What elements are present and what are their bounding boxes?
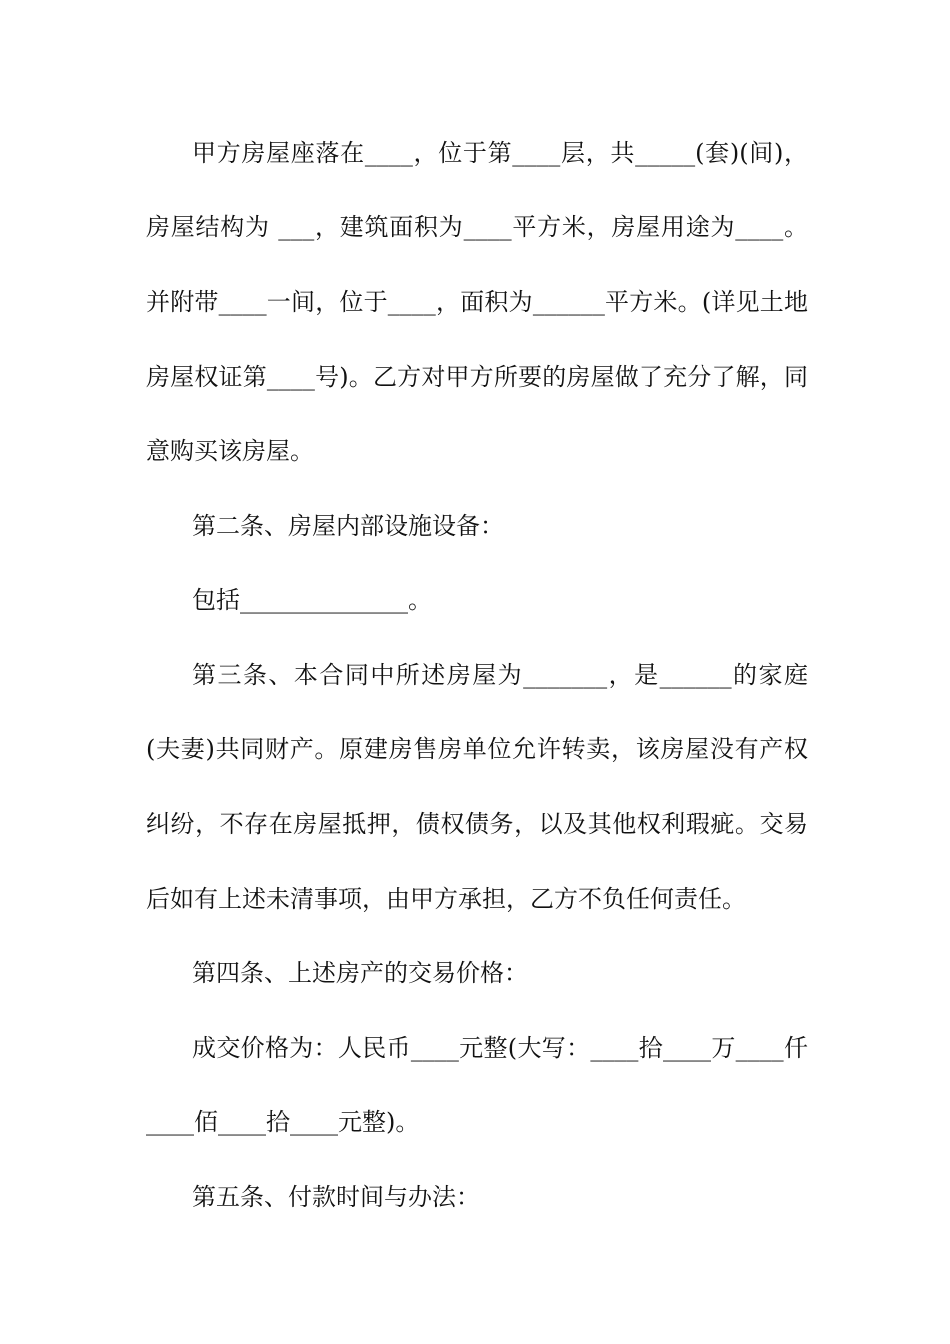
text-line: 纠纷，不存在房屋抵押，债权债务，以及其他权利瑕疵。交易 — [146, 810, 808, 838]
text-line: 意购买该房屋。 — [146, 437, 314, 465]
text-line: 包括______________。 — [192, 586, 432, 614]
text-line: 房屋结构为 ___，建筑面积为____平方米，房屋用途为____。 — [146, 213, 808, 241]
section-heading: 第三条、本合同中所述房屋为_______，是______的家庭 — [192, 661, 808, 689]
section-heading: 第四条、上述房产的交易价格： — [192, 959, 528, 987]
text-line: 成交价格为：人民币____元整(大写：____拾____万____仟 — [192, 1034, 808, 1062]
text-line: 房屋权证第____号)。乙方对甲方所要的房屋做了充分了解，同 — [146, 363, 808, 391]
text-line: ____佰____拾____元整)。 — [146, 1108, 420, 1136]
text-line: 后如有上述未清事项，由甲方承担，乙方不负任何责任。 — [146, 885, 746, 913]
text-line: 并附带____一间，位于____，面积为______平方米。(详见土地 — [146, 288, 808, 316]
section-heading: 第二条、房屋内部设施设备： — [192, 512, 504, 540]
text-line: (夫妻)共同财产。原建房售房单位允许转卖，该房屋没有产权 — [146, 735, 808, 763]
section-heading: 第五条、付款时间与办法： — [192, 1183, 480, 1211]
text-line: 甲方房屋座落在____，位于第____层，共_____(套)(间)， — [192, 139, 808, 167]
